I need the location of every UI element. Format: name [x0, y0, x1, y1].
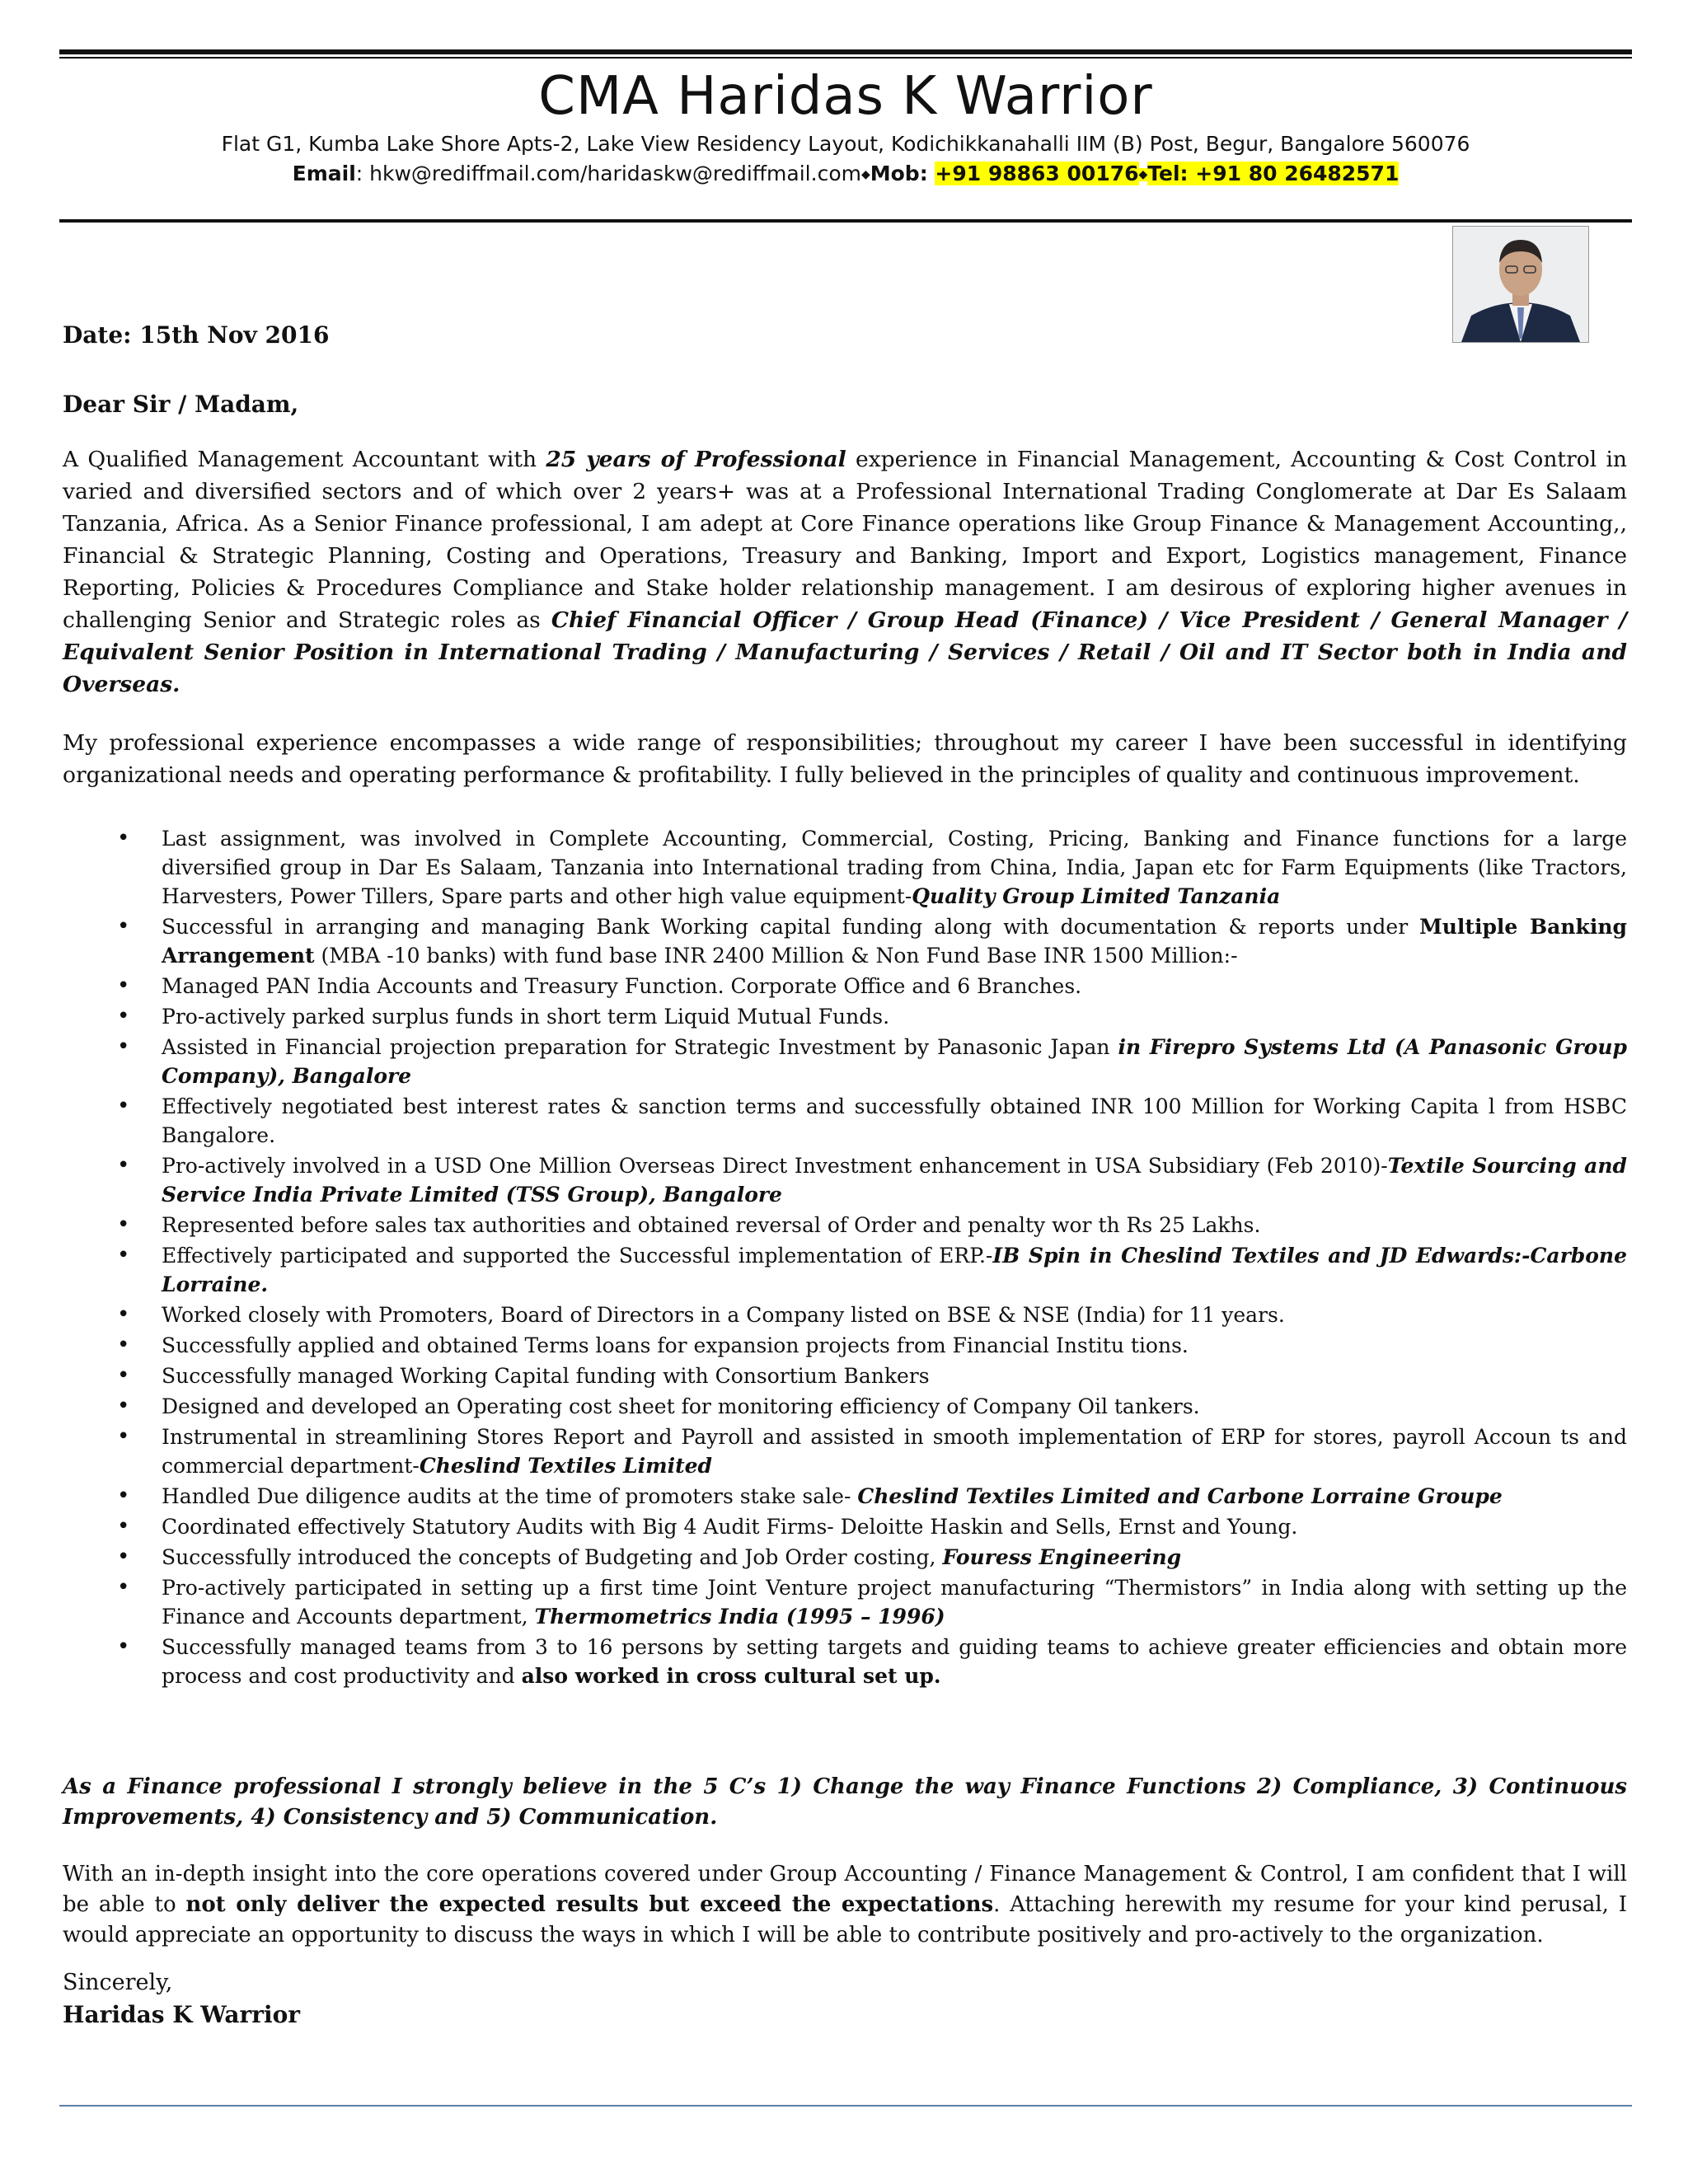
telephone-number: Tel: +91 80 26482571	[1147, 162, 1400, 185]
list-item: • Successfully managed teams from 3 to 16 persons by setting targets and guiding teams to achieve greater efficiencies and obtain more process and cost productivity and also worked in cross cultural set up.	[63, 1633, 1627, 1690]
list-item: • Pro-actively involved in a USD One Million Overseas Direct Investment enhancement in USA Subsidiary (Feb 2010)-Textile Sourcing and Service India Private Limited (TSS Group), Bangalore	[63, 1151, 1627, 1209]
list-item: • Successfully applied and obtained Terms loans for expansion projects from Financial Institu tions.	[63, 1331, 1627, 1360]
achievements-list	[63, 824, 1627, 1692]
letter-date: Date: 15th Nov 2016	[63, 321, 330, 349]
list-item: • Pro-actively participated in setting up a first time Joint Venture project manufacturing “Thermistors” in India along with setting up the Finance and Accounts department, Thermometrics India (1995 – 1996)	[63, 1573, 1627, 1631]
postal-address: Flat G1, Kumba Lake Shore Apts-2, Lake View Residency Layout, Kodichikkanahalli IIM (B) Post, Begur, Bangalore 560076	[221, 132, 1470, 156]
diamond-separator-icon: ◆	[860, 168, 870, 181]
mobile-label: Mob	[870, 162, 920, 185]
footer-rule	[59, 2105, 1632, 2107]
list-item: • Last assignment, was involved in Complete Accounting, Commercial, Costing, Pricing, Banking and Finance functions for a large diversified group in Dar Es Salaam, Tanzania into International trading from China, India, Japan etc for Farm Equipments (like Tractors, Harvesters, Power Tillers, Spare parts and other high value equipment-Quality Group Limited Tanzania	[63, 824, 1627, 911]
list-item: • Managed PAN India Accounts and Treasury Function. Corporate Office and 6 Branches.	[63, 972, 1627, 1001]
list-item: • Pro-actively parked surplus funds in short term Liquid Mutual Funds.	[63, 1002, 1627, 1031]
intro-paragraph: A Qualified Management Accountant with 25 years of Professional experience in Financial Management, Accounting & Cost Control in varied and diversified sectors and of which over 2 years+ was at a Professional International Trading Conglomerate at Dar Es Salaam Tanzania, Africa. As a Senior Finance professional, I am adept at Core Finance operations like Group Finance & Management Accounting,, Financial & Strategic Planning, Costing and Operations, Treasury and Banking, Import and Export, Logistics management, Finance Reporting, Policies & Procedures Compliance and Stake holder relationship management. I am desirous of exploring higher avenues in challenging Senior and Strategic roles as Chief Financial Officer / Group Head (Finance) / Vice President / General Manager / Equivalent Senior Position in International Trading / Manufacturing / Services / Retail / Oil and IT Sector both in India and Overseas.	[63, 447, 1627, 697]
closing-salutation: Sincerely,	[63, 1970, 173, 1995]
five-cs-statement: As a Finance professional I strongly believe in the 5 C’s 1) Change the way Finance Functions 2) Compliance, 3) Continuous Improvements, 4) Consistency and 5) Communication.	[63, 1774, 1627, 1830]
list-item: • Successfully managed Working Capital funding with Consortium Bankers	[63, 1361, 1627, 1390]
contact-line: Email: hkw@rediffmail.com/haridaskw@rediffmail.com◆Mob: +91 98863 00176◆Tel: +91 80 26482571	[292, 162, 1400, 185]
list-item: • Effectively negotiated best interest rates & sanction terms and successfully obtained INR 100 Million for Working Capita l from HSBC Bangalore.	[63, 1092, 1627, 1150]
header-top-rule	[59, 49, 1632, 58]
list-item: • Successful in arranging and managing Bank Working capital funding along with documentation & reports under Multiple Banking Arrangement (MBA -10 banks) with fund base INR 2400 Million & Non Fund Base INR 1500 Million:-	[63, 912, 1627, 970]
email-label: Email	[292, 162, 356, 185]
person-portrait-icon	[1453, 227, 1588, 342]
experience-paragraph: My professional experience encompasses a wide range of responsibilities; throughout my career I have been successful in identifying organizational needs and operating performance & profitability. I fully believed in the principles of quality and continuous improvement.	[63, 730, 1627, 788]
header-bottom-rule	[59, 219, 1632, 223]
closing-paragraph: With an in-depth insight into the core operations covered under Group Accounting / Finance Management & Control, I am confident that I will be able to not only deliver the expected results but exceed the expectations. Attaching herewith my resume for your kind perusal, I would appreciate an opportunity to discuss the ways in which I will be able to contribute positively and pro-actively to the organization.	[63, 1862, 1627, 1947]
target-roles: Chief Financial Officer / Group Head (Finance) / Vice President / General Manager / Equivalent Senior Position in International Trading / Manufacturing / Services / Retail / Oil and IT Sector both in India and Overseas.	[63, 607, 1627, 697]
list-item: • Designed and developed an Operating cost sheet for monitoring efficiency of Company Oil tankers.	[63, 1392, 1627, 1421]
list-item: • Represented before sales tax authorities and obtained reversal of Order and penalty wor th Rs 25 Lakhs.	[63, 1211, 1627, 1240]
list-item: • Worked closely with Promoters, Board of Directors in a Company listed on BSE & NSE (India) for 11 years.	[63, 1301, 1627, 1329]
list-item: • Assisted in Financial projection preparation for Strategic Investment by Panasonic Japan in Firepro Systems Ltd (A Panasonic Group Company), Bangalore	[63, 1033, 1627, 1090]
candidate-name: CMA Haridas K Warrior	[538, 66, 1153, 127]
experience-highlight: 25 years of Professional	[546, 447, 846, 472]
list-item: • Effectively participated and supported the Successful implementation of ERP.-IB Spin in Cheslind Textiles and JD Edwards:-Carbone Lorraine.	[63, 1241, 1627, 1299]
list-item: • Successfully introduced the concepts of Budgeting and Job Order costing, Fouress Engineering	[63, 1543, 1627, 1572]
email-address[interactable]: : hkw@rediffmail.com/haridaskw@rediffmail.com	[355, 162, 861, 185]
diamond-separator-icon: ◆	[1138, 168, 1148, 181]
list-item: • Coordinated effectively Statutory Audits with Big 4 Audit Firms- Deloitte Haskin and Sells, Ernst and Young.	[63, 1512, 1627, 1541]
salutation: Dear Sir / Madam,	[63, 391, 299, 418]
list-item: • Handled Due diligence audits at the time of promoters stake sale- Cheslind Textiles Limited and Carbone Lorraine Groupe	[63, 1482, 1627, 1511]
mobile-number: +91 98863 00176	[935, 162, 1139, 185]
list-item: • Instrumental in streamlining Stores Report and Payroll and assisted in smooth implementation of ERP for stores, payroll Accoun ts and commercial department-Cheslind Textiles Limited	[63, 1422, 1627, 1480]
signer-name: Haridas K Warrior	[63, 2001, 301, 2028]
profile-photo	[1452, 226, 1589, 343]
results-highlight: not only deliver the expected results but exceed the expectations	[185, 1892, 994, 1917]
